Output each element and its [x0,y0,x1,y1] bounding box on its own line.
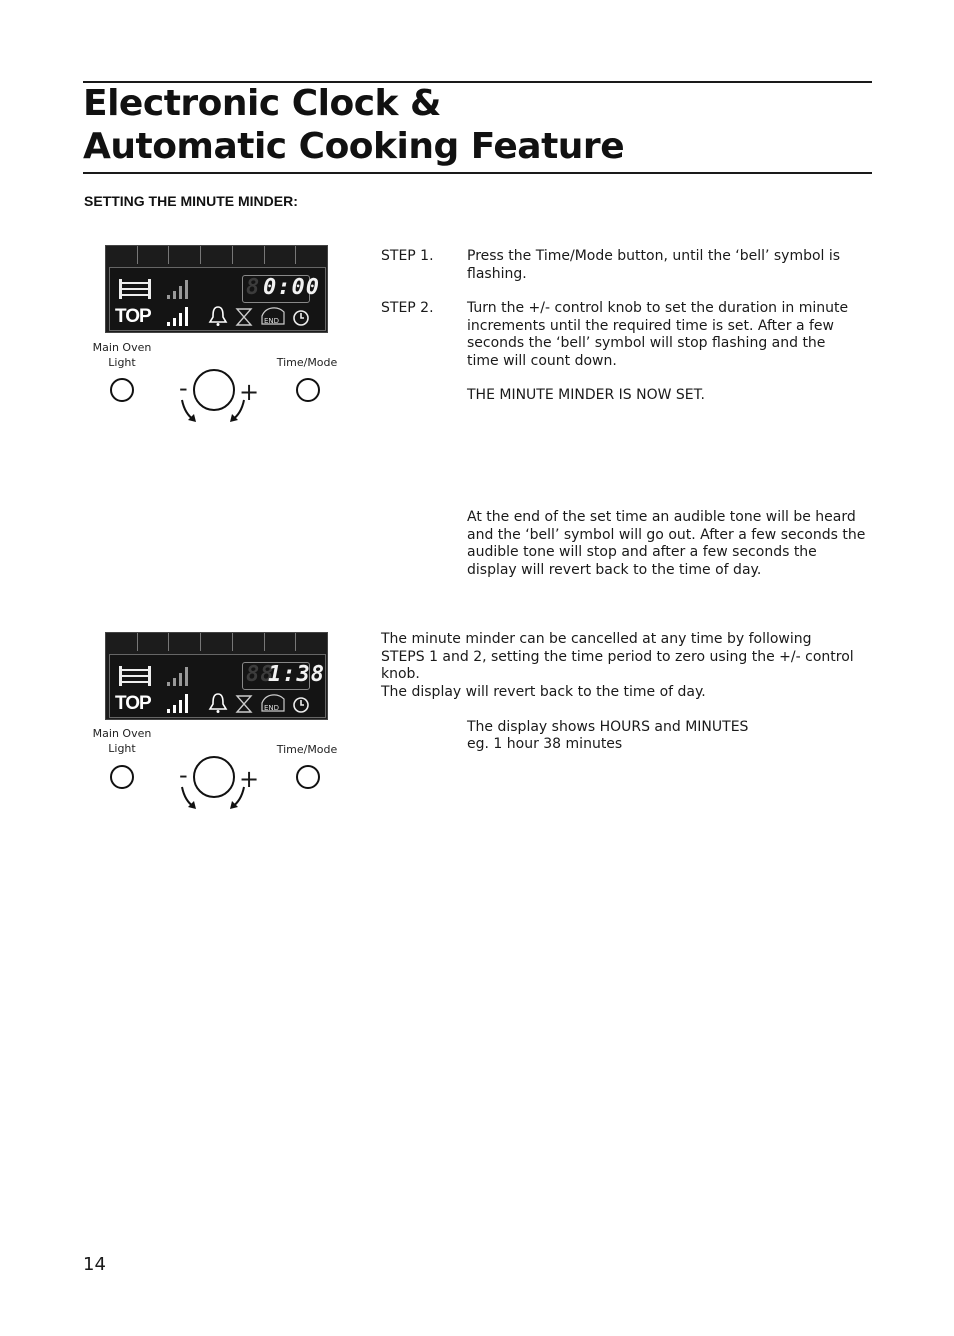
cancel-paragraph: The minute minder can be cancelled at any time by following STEPS 1 and 2, setting the time period to zero using the +/- control knob. [381,631,854,683]
display-digits: 0:00 [263,275,320,300]
title-rule-bottom [83,172,872,174]
page-title-line-1: Electronic Clock & [83,83,441,124]
level-bars-icon-dim [166,665,192,687]
duration-hourglass-icon [234,695,254,713]
end-label: END [264,704,280,712]
clock-icon [292,309,310,327]
control-panel-2 [105,632,328,720]
panel-top-segments [106,246,327,264]
level-bars-icon-dim [166,278,192,300]
page-title [83,82,624,168]
display-digits: 1:38 [268,662,325,687]
end-label: END [264,317,280,325]
grill-icon [118,665,152,687]
display-ghost-digit: 8 [246,275,261,300]
time-mode-label: Time/Mode [276,356,338,369]
display-note-line-2: eg. 1 hour 38 minutes [467,736,623,752]
level-bars-icon [166,305,192,327]
display-screen [109,654,326,718]
step-1-text: Press the Time/Mode button, until the ‘bell’ symbol is flashing. [467,248,841,282]
panel-top-segments [106,633,327,651]
cancel-revert-line: The display will revert back to the time of day. [381,684,706,700]
page-title-line-2: Automatic Cooking Feature [83,126,625,167]
main-oven-light-button[interactable] [110,765,134,789]
grill-icon [118,278,152,300]
main-oven-light-label: Main Oven Light [92,341,152,369]
minder-set-notice: THE MINUTE MINDER IS NOW SET. [467,387,705,403]
step-1-label: STEP 1. [381,248,434,264]
duration-hourglass-icon [234,308,254,326]
top-oven-label: TOP [115,693,151,714]
knob-arrows-icon [176,783,250,811]
main-oven-light-button[interactable] [110,378,134,402]
clock-icon [292,696,310,714]
main-oven-light-label: Main Oven Light [92,727,152,755]
knob-minus-sign: - [179,374,188,402]
time-mode-button[interactable] [296,765,320,789]
level-bars-icon [166,692,192,714]
knob-plus-sign: + [239,765,260,793]
top-oven-label: TOP [115,306,151,327]
step-2-label: STEP 2. [381,300,434,316]
knob-plus-sign: + [239,378,260,406]
control-panel-1 [105,245,328,333]
display-ghost-digits: 88 [246,662,275,687]
knob-minus-sign: - [179,761,188,789]
time-mode-button[interactable] [296,378,320,402]
display-note-line-1: The display shows HOURS and MINUTES [467,719,749,735]
step-2-text: Turn the +/- control knob to set the duration in minute increments until the required time is set. After a few seconds the ‘bell’ symbol will stop flashing and the time will count down. [467,300,849,369]
knob-arrows-icon [176,396,250,424]
bell-icon [208,305,228,327]
page-number: 14 [83,1254,106,1275]
end-of-time-paragraph: At the end of the set time an audible tone will be heard and the ‘bell’ symbol will go out. After a few seconds the audible tone will stop and after a few seconds the display will revert back to the time of day. [467,509,866,578]
time-mode-label: Time/Mode [276,743,338,756]
bell-icon [208,692,228,714]
display-screen [109,267,326,331]
section-heading: SETTING THE MINUTE MINDER: [84,193,298,209]
